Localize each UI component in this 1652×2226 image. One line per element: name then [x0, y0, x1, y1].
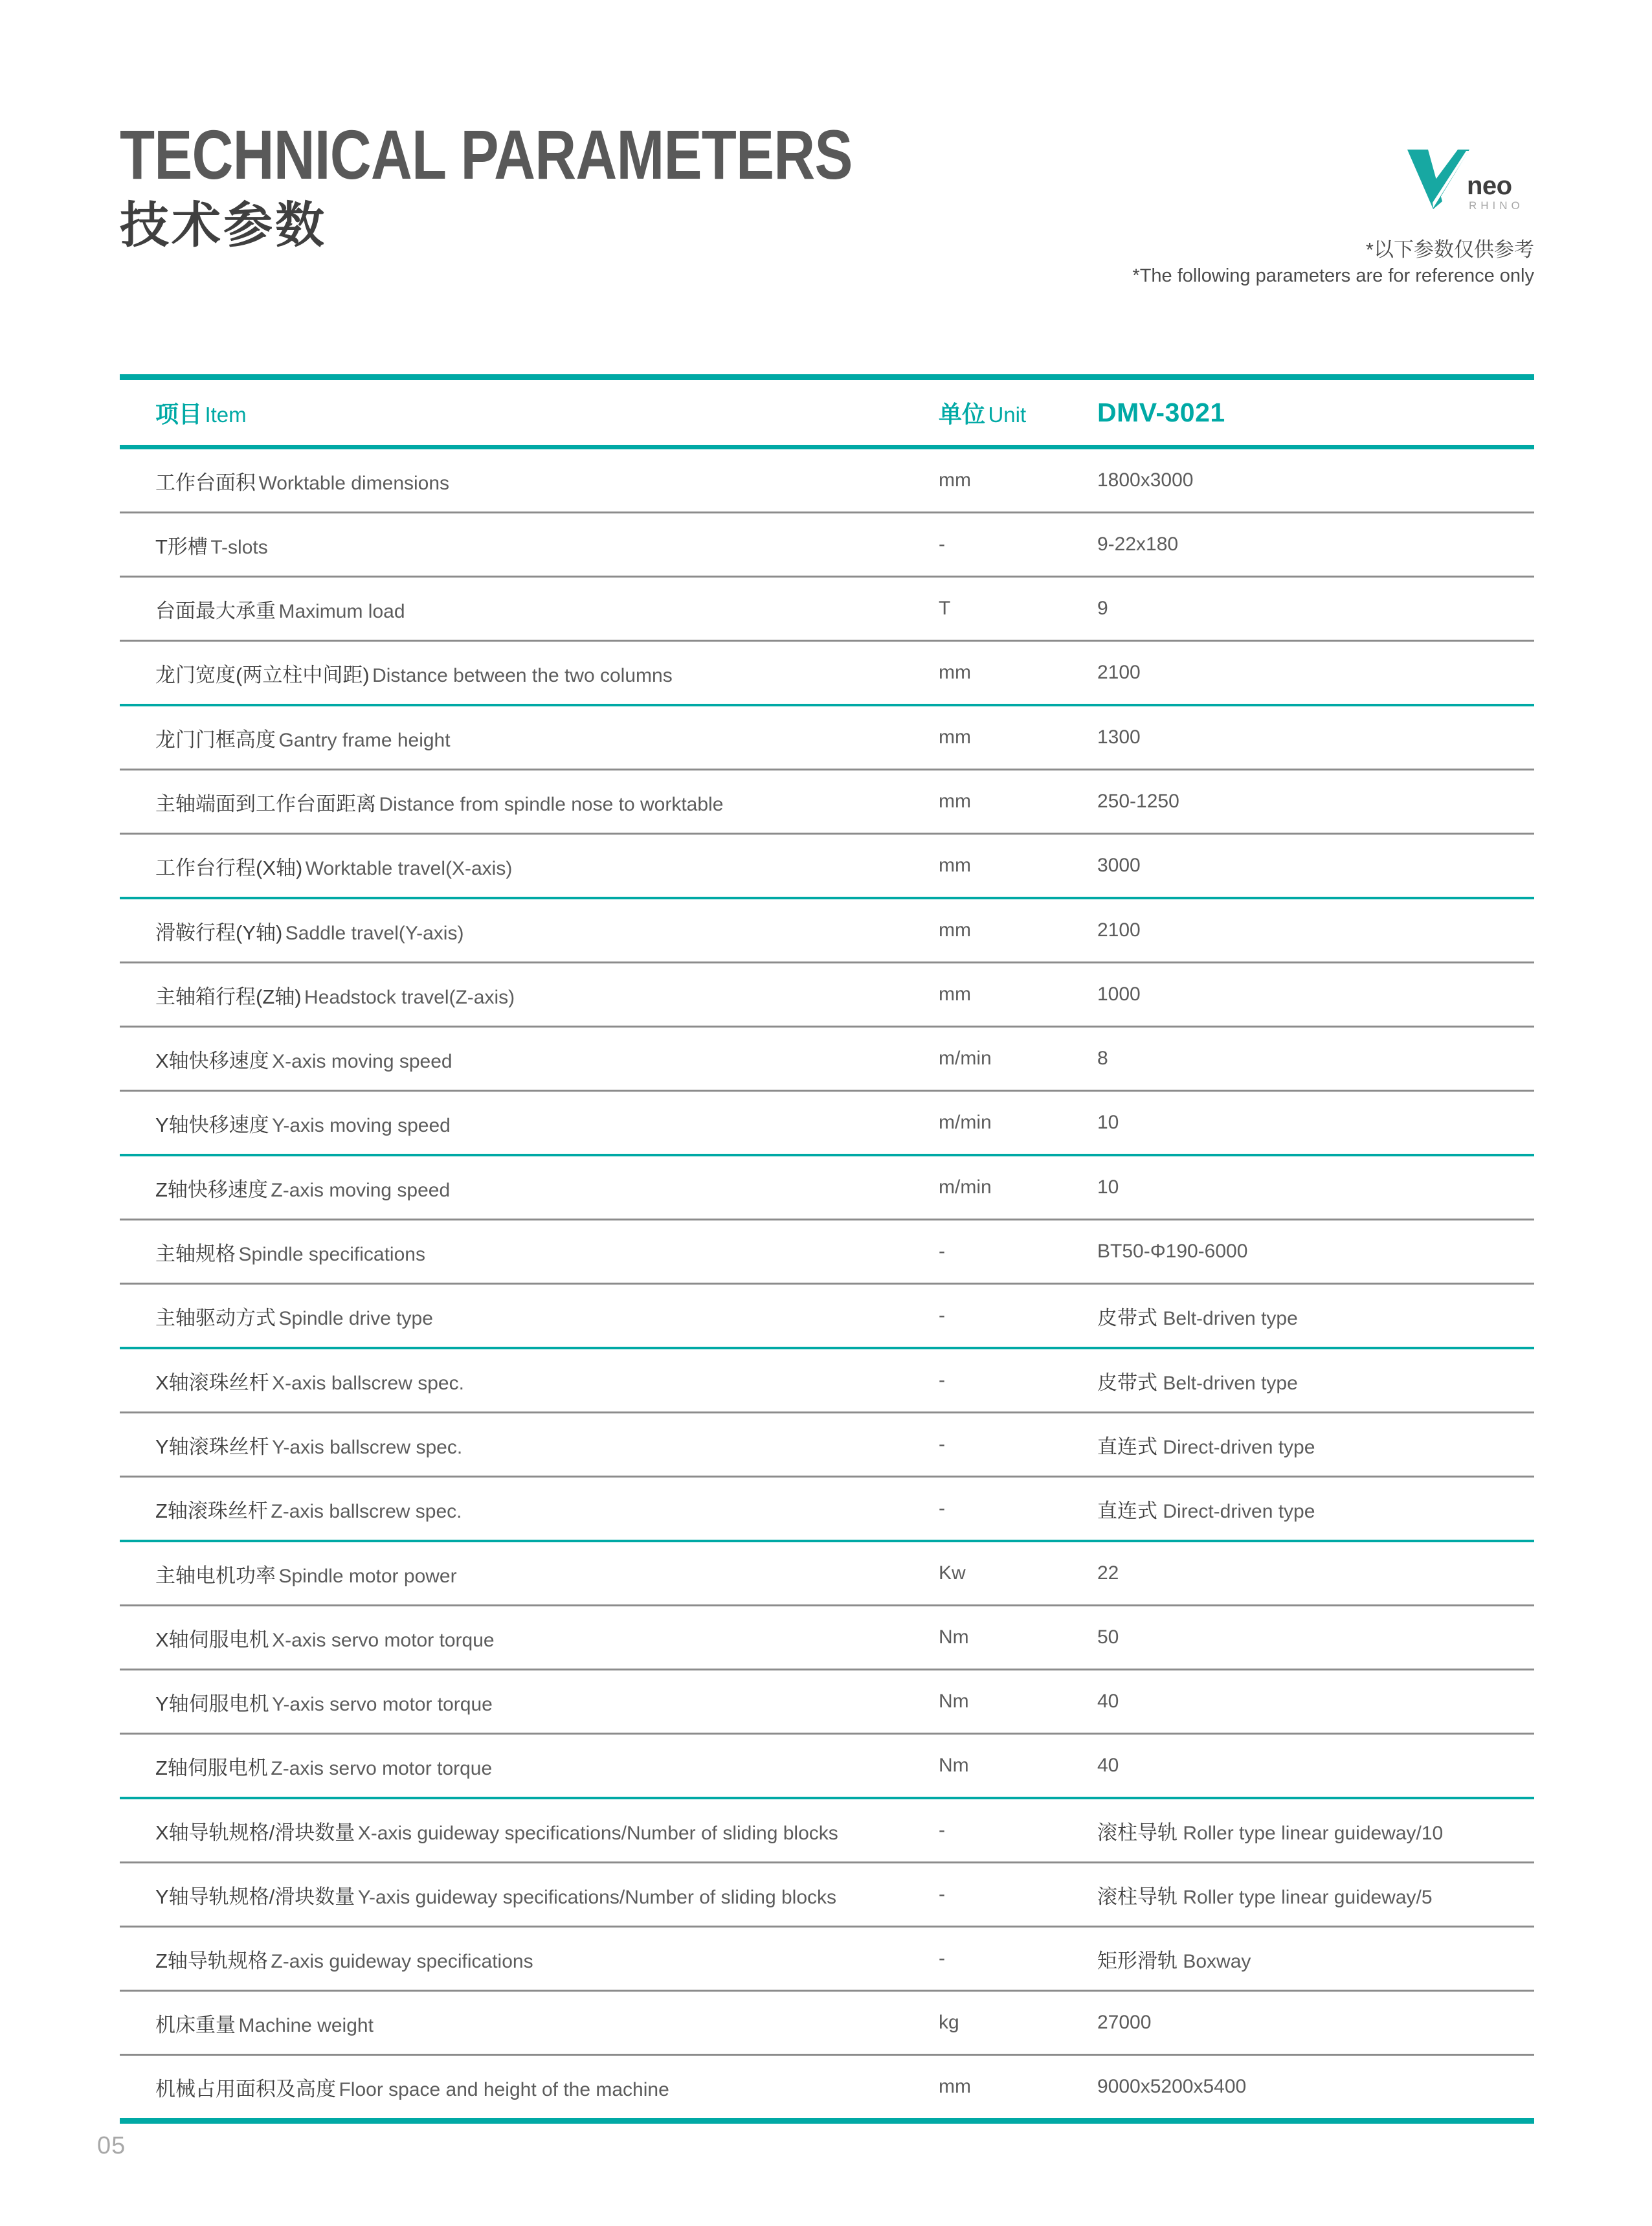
spec-name-cn: Z轴伺服电机	[155, 1756, 268, 1779]
spec-name-cn: X轴滚珠丝杆	[155, 1371, 269, 1394]
spec-name-en: Floor space and height of the machine	[339, 2078, 669, 2100]
spec-unit-cell: mm	[939, 726, 971, 748]
column-header-item-cn: 项目	[155, 400, 203, 427]
spec-name-cn: 主轴端面到工作台面距离	[155, 792, 376, 815]
spec-value-cell: 1800x3000	[1097, 469, 1194, 491]
spec-unit-cell: m/min	[939, 1176, 992, 1198]
spec-name-cn: Y轴快移速度	[155, 1113, 269, 1136]
spec-unit-cell: m/min	[939, 1048, 992, 1069]
spec-unit-cell: -	[939, 1369, 945, 1391]
spec-unit-cell: -	[939, 1883, 945, 1905]
spec-value-en: Direct-driven type	[1163, 1436, 1315, 1458]
spec-unit-cell: mm	[939, 2076, 971, 2097]
spec-unit-cell: kg	[939, 2012, 959, 2033]
spec-unit-cell: -	[939, 534, 945, 555]
spec-name-cn: Y轴伺服电机	[155, 1692, 269, 1715]
spec-name-en: Z-axis moving speed	[271, 1179, 451, 1201]
spec-name-en: Maximum load	[278, 600, 405, 622]
spec-value-cell: 10	[1097, 1112, 1119, 1133]
spec-unit-cell: m/min	[939, 1112, 992, 1133]
spec-unit-cell: -	[939, 1241, 945, 1262]
spec-name-cn: 滑鞍行程(Y轴)	[155, 921, 283, 944]
table-row	[120, 1220, 1534, 1283]
page-number: 05	[97, 2132, 126, 2159]
spec-name-cell	[120, 530, 939, 559]
spec-name-cell	[120, 2073, 939, 2102]
spec-value-cell: 1000	[1097, 984, 1141, 1005]
spec-name-cell	[120, 1237, 939, 1266]
reference-note-chinese: *以下参数仅供参考	[1365, 238, 1534, 261]
spec-name-cell	[120, 723, 939, 752]
spec-name-cell	[120, 1044, 939, 1074]
spec-name-cell	[120, 1108, 939, 1138]
spec-name-cn: 主轴电机功率	[155, 1564, 276, 1587]
spec-value-cn: 矩形滑轨	[1097, 1949, 1178, 1972]
spec-name-cell	[120, 916, 939, 945]
spec-value-cell: 40	[1097, 1691, 1119, 1712]
spec-unit-cell: mm	[939, 919, 971, 941]
spec-name-cn: X轴伺服电机	[155, 1628, 269, 1651]
spec-value-cell: 10	[1097, 1176, 1119, 1198]
table-body	[120, 449, 1534, 2118]
spec-name-cn: Y轴滚珠丝杆	[155, 1435, 269, 1458]
spec-name-en: Z-axis guideway specifications	[271, 1950, 533, 1972]
table-header-row	[120, 380, 1534, 445]
spec-unit-cell: -	[939, 1819, 945, 1841]
specifications-table	[120, 374, 1534, 2124]
spec-value-en: Boxway	[1183, 1950, 1251, 1972]
table-row	[120, 1156, 1534, 1219]
spec-unit-cell: -	[939, 1305, 945, 1326]
table-row	[120, 1285, 1534, 1347]
spec-unit-cell: Nm	[939, 1755, 969, 1776]
spec-name-en: Distance from spindle nose to worktable	[379, 793, 724, 815]
spec-value-cn: 皮带式	[1097, 1306, 1157, 1329]
table-row	[120, 1735, 1534, 1797]
spec-value-cell	[1097, 1494, 1534, 1523]
table-row	[120, 1799, 1534, 1861]
spec-value-cell	[1097, 1301, 1534, 1331]
table-row	[120, 1863, 1534, 1926]
spec-name-en: Saddle travel(Y-axis)	[285, 922, 464, 944]
spec-name-en: X-axis moving speed	[272, 1050, 452, 1072]
spec-name-en: Z-axis ballscrew spec.	[271, 1500, 462, 1522]
spec-value-cn: 直连式	[1097, 1499, 1157, 1522]
spec-name-cell	[120, 1751, 939, 1781]
spec-name-cn: 主轴规格	[155, 1242, 236, 1265]
spec-name-cell	[120, 1301, 939, 1331]
spec-unit-cell: -	[939, 1498, 945, 1519]
spec-name-en: Spindle specifications	[238, 1243, 425, 1265]
spec-value-en: Roller type linear guideway/5	[1183, 1886, 1433, 1908]
spec-value-en: Belt-driven type	[1163, 1307, 1298, 1329]
spec-name-cell	[120, 787, 939, 816]
spec-name-cell	[120, 1623, 939, 1652]
table-row	[120, 1028, 1534, 1090]
spec-name-cell	[120, 466, 939, 495]
spec-name-cell	[120, 1816, 939, 1845]
spec-name-cell	[120, 1494, 939, 1523]
spec-name-cn: 龙门门框高度	[155, 728, 276, 751]
spec-name-cell	[120, 594, 939, 624]
spec-value-en: Direct-driven type	[1163, 1500, 1315, 1522]
spec-value-cell	[1097, 1944, 1534, 1973]
spec-value-cell: 9000x5200x5400	[1097, 2076, 1247, 2097]
page-title-english: TECHNICAL PARAMETERS	[120, 115, 853, 194]
v-checkmark-icon	[1405, 146, 1472, 213]
table-row	[120, 1349, 1534, 1411]
spec-unit-cell: -	[939, 1433, 945, 1455]
spec-name-cn: X轴导轨规格/滑块数量	[155, 1821, 355, 1844]
spec-name-cell	[120, 1559, 939, 1588]
spec-name-en: Worktable dimensions	[258, 472, 450, 494]
spec-value-cell: 9-22x180	[1097, 534, 1179, 555]
table-row	[120, 1092, 1534, 1154]
table-bottom-rule	[120, 2118, 1534, 2124]
spec-name-en: Y-axis servo motor torque	[272, 1693, 493, 1715]
spec-name-en: Headstock travel(Z-axis)	[304, 986, 515, 1008]
spec-name-en: T-slots	[210, 536, 268, 558]
spec-value-cell	[1097, 1430, 1534, 1459]
column-header-unit	[939, 396, 1097, 429]
column-header-item-en: Item	[205, 402, 247, 427]
table-row	[120, 1670, 1534, 1733]
spec-name-cn: Y轴导轨规格/滑块数量	[155, 1885, 355, 1908]
spec-name-en: X-axis ballscrew spec.	[272, 1372, 464, 1394]
spec-name-cell	[120, 1173, 939, 1202]
spec-name-cn: Z轴滚珠丝杆	[155, 1499, 268, 1522]
spec-unit-cell: T	[939, 598, 951, 619]
spec-value-cell: 40	[1097, 1755, 1119, 1776]
table-row	[120, 1606, 1534, 1669]
spec-value-cell	[1097, 1816, 1534, 1845]
spec-value-cell	[1097, 1880, 1534, 1909]
spec-name-en: Y-axis guideway specifications/Number of sliding blocks	[357, 1886, 836, 1908]
brand-logo	[1405, 146, 1534, 223]
column-header-unit-cn: 单位	[939, 400, 986, 427]
table-row	[120, 642, 1534, 704]
spec-name-cell	[120, 1366, 939, 1395]
spec-name-cn: 机床重量	[155, 2013, 236, 2036]
column-header-model: DMV-3021	[1097, 397, 1225, 427]
table-row	[120, 1928, 1534, 1990]
spec-name-cn: 工作台行程(X轴)	[155, 856, 303, 879]
spec-unit-cell: Kw	[939, 1562, 966, 1584]
spec-value-cell: BT50-Φ190-6000	[1097, 1241, 1248, 1262]
spec-name-cn: 台面最大承重	[155, 599, 276, 622]
column-header-item	[120, 396, 939, 429]
spec-value-cell	[1097, 1366, 1534, 1395]
spec-value-cell: 8	[1097, 1048, 1108, 1069]
spec-name-cn: 主轴驱动方式	[155, 1306, 276, 1329]
spec-name-cn: 龙门宽度(两立柱中间距)	[155, 663, 370, 686]
spec-name-en: X-axis servo motor torque	[272, 1629, 495, 1651]
spec-name-en: Spindle motor power	[278, 1565, 457, 1587]
table-row	[120, 1413, 1534, 1476]
spec-value-cell: 2100	[1097, 662, 1141, 683]
spec-name-en: X-axis guideway specifications/Number of sliding blocks	[357, 1822, 838, 1844]
spec-value-cell: 50	[1097, 1626, 1119, 1648]
spec-value-cn: 皮带式	[1097, 1371, 1157, 1394]
spec-name-cn: 工作台面积	[155, 471, 256, 494]
spec-unit-cell: -	[939, 1948, 945, 1969]
table-row	[120, 1992, 1534, 2054]
spec-name-cn: 主轴箱行程(Z轴)	[155, 985, 302, 1008]
spec-name-cell	[120, 1880, 939, 1909]
spec-name-cell	[120, 1687, 939, 1716]
spec-value-en: Roller type linear guideway/10	[1183, 1822, 1444, 1844]
table-top-rule	[120, 374, 1534, 380]
table-row	[120, 770, 1534, 833]
spec-value-cn: 直连式	[1097, 1435, 1157, 1458]
spec-name-en: Distance between the two columns	[372, 664, 673, 686]
spec-unit-cell: mm	[939, 855, 971, 876]
spec-unit-cell: Nm	[939, 1691, 969, 1712]
table-row	[120, 513, 1534, 576]
page-header	[120, 115, 1534, 333]
table-row	[120, 1542, 1534, 1604]
spec-value-cn: 滚柱导轨	[1097, 1821, 1178, 1844]
spec-name-cn: T形槽	[155, 535, 208, 558]
logo-wordmark-neo: neo	[1467, 172, 1512, 200]
spec-unit-cell: mm	[939, 791, 971, 812]
spec-value-cell: 1300	[1097, 726, 1141, 748]
page-title-chinese: 技术参数	[120, 198, 327, 253]
spec-name-en: Machine weight	[238, 2014, 374, 2036]
spec-value-cell: 2100	[1097, 919, 1141, 941]
spec-name-en: Y-axis moving speed	[272, 1114, 451, 1136]
spec-name-cn: Z轴导轨规格	[155, 1949, 268, 1972]
table-row	[120, 1478, 1534, 1540]
spec-name-cn: 机械占用面积及高度	[155, 2077, 336, 2100]
spec-name-cn: X轴快移速度	[155, 1049, 269, 1072]
spec-unit-cell: mm	[939, 662, 971, 683]
spec-unit-cell: Nm	[939, 1626, 969, 1648]
spec-name-cell	[120, 1430, 939, 1459]
spec-name-en: Y-axis ballscrew spec.	[272, 1436, 463, 1458]
spec-value-cell: 9	[1097, 598, 1108, 619]
table-row	[120, 2056, 1534, 2118]
spec-name-cell	[120, 658, 939, 688]
column-header-unit-en: Unit	[988, 402, 1027, 427]
spec-value-cell: 27000	[1097, 2012, 1152, 2033]
table-row	[120, 899, 1534, 961]
reference-note	[1132, 236, 1534, 289]
table-row	[120, 449, 1534, 512]
spec-name-cell	[120, 2008, 939, 2038]
spec-name-en: Z-axis servo motor torque	[271, 1757, 493, 1779]
table-row	[120, 835, 1534, 897]
spec-unit-cell: mm	[939, 469, 971, 491]
table-row	[120, 963, 1534, 1026]
spec-name-en: Worktable travel(X-axis)	[305, 857, 513, 879]
spec-name-cell	[120, 1944, 939, 1973]
spec-unit-cell: mm	[939, 984, 971, 1005]
spec-value-cell: 250-1250	[1097, 791, 1179, 812]
spec-name-cell	[120, 980, 939, 1009]
table-header-rule	[120, 445, 1534, 449]
spec-name-cn: Z轴快移速度	[155, 1178, 268, 1201]
logo-wordmark-rhino: RHINO	[1469, 199, 1524, 212]
spec-value-cell: 22	[1097, 1562, 1119, 1584]
spec-value-cn: 滚柱导轨	[1097, 1885, 1178, 1908]
spec-name-en: Spindle drive type	[278, 1307, 433, 1329]
table-row	[120, 578, 1534, 640]
spec-name-cell	[120, 851, 939, 881]
spec-name-en: Gantry frame height	[278, 729, 451, 751]
spec-value-cell: 3000	[1097, 855, 1141, 876]
spec-value-en: Belt-driven type	[1163, 1372, 1298, 1394]
table-row	[120, 706, 1534, 769]
reference-note-english: *The following parameters are for reference only	[1132, 265, 1534, 286]
